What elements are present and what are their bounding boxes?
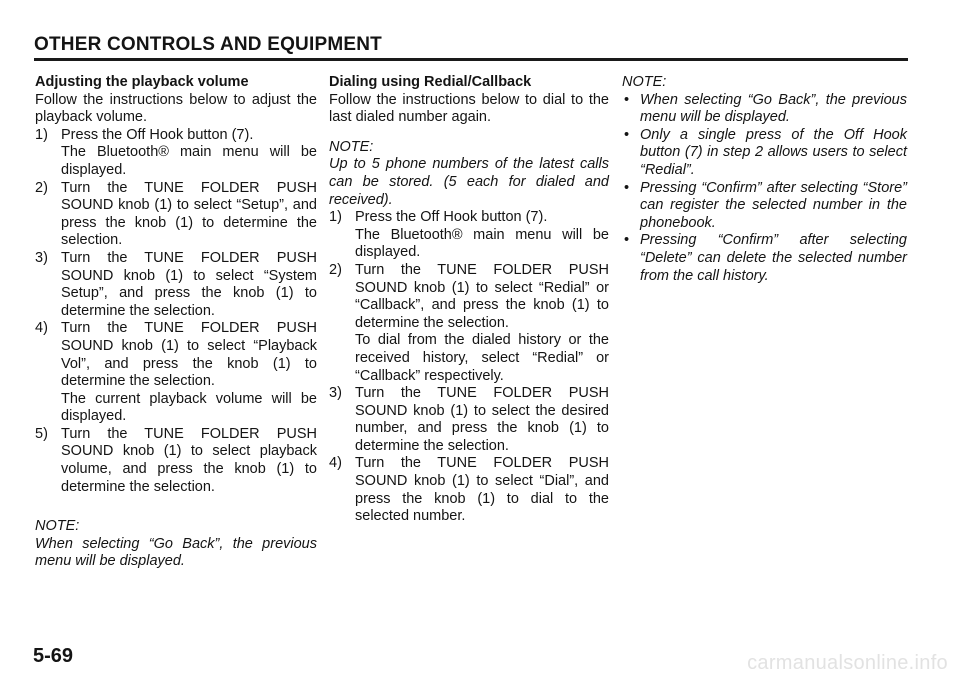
- intro-text: Follow the instructions below to dial to the last dialed number again.: [329, 91, 609, 126]
- bullet-dot: •: [624, 232, 630, 249]
- step-item: [329, 385, 609, 455]
- note-bullet-text: Pressing “Confirm” after selecting “Store” can register the selected number in the phonebook.: [640, 179, 907, 231]
- step-item: [329, 455, 609, 525]
- step-item: [329, 209, 609, 262]
- bullet-dot: •: [624, 179, 630, 196]
- step-number: 1): [329, 209, 342, 226]
- step-number: 4): [329, 455, 342, 472]
- bullet-dot: •: [624, 126, 630, 143]
- step-item: [35, 180, 317, 250]
- step-text: Press the Off Hook button (7).: [355, 209, 548, 226]
- step-item: [35, 250, 317, 320]
- step-subtext: To dial from the dialed history or the received history, select “Redial” or “Callback” respectively.: [355, 332, 609, 384]
- note-bullet-item: [622, 92, 907, 127]
- step-number: 4): [35, 320, 48, 337]
- note-label: NOTE:: [35, 518, 80, 535]
- heading-playback-volume: Adjusting the playback volume: [35, 74, 249, 90]
- step-text: Press the Off Hook button (7).: [61, 126, 254, 143]
- intro-text: Follow the instructions below to adjust the playback volume.: [35, 91, 317, 126]
- note-label: NOTE:: [622, 74, 667, 90]
- note-bullet-item: [622, 232, 907, 285]
- step-subtext: The Bluetooth® main menu will be displayed.: [61, 144, 317, 178]
- step-text: Turn the TUNE FOLDER PUSH SOUND knob (1) to select “Dial”, and press the knob (1) to dial to the selected number.: [355, 455, 609, 525]
- step-item: [35, 426, 317, 496]
- column-redial-callback: [329, 74, 609, 526]
- note-bullets: [622, 92, 907, 286]
- watermark-text: carmanualsonline.info: [747, 652, 948, 674]
- note-label: NOTE:: [329, 138, 374, 155]
- note-bullet-text: When selecting “Go Back”, the previous menu will be displayed.: [640, 91, 907, 126]
- step-text: Turn the TUNE FOLDER PUSH SOUND knob (1) to select “Setup”, and press the knob (1) to determine the selection.: [61, 179, 317, 249]
- step-subtext: The Bluetooth® main menu will be displayed.: [355, 226, 609, 261]
- step-text: Turn the TUNE FOLDER PUSH SOUND knob (1) to select playback volume, and press the knob (1) to determine the selection.: [61, 425, 317, 495]
- heading-redial-callback: Dialing using Redial/Callback: [329, 74, 532, 90]
- step-item: [35, 127, 317, 180]
- step-number: 5): [35, 425, 48, 442]
- note-bullet-item: [622, 180, 907, 233]
- steps-list: [329, 209, 609, 526]
- step-item: [35, 320, 317, 426]
- steps-list: [35, 127, 317, 496]
- step-number: 2): [35, 179, 48, 196]
- note-bullet-item: [622, 127, 907, 180]
- step-text: Turn the TUNE FOLDER PUSH SOUND knob (1) to select “Playback Vol”, and press the knob (1) to determine the selection.: [61, 320, 317, 390]
- column-notes: [622, 74, 907, 285]
- page-number: 5-69: [33, 645, 74, 667]
- column-playback-volume: [35, 74, 317, 571]
- note-bullet-text: Pressing “Confirm” after selecting “Delete” can delete the selected number from the call history.: [640, 232, 907, 284]
- step-subtext: The current playback volume will be displayed.: [61, 390, 317, 425]
- section-title: OTHER CONTROLS AND EQUIPMENT: [34, 34, 382, 55]
- step-number: 2): [329, 261, 342, 278]
- step-text: Turn the TUNE FOLDER PUSH SOUND knob (1) to select the desired number, and press the knob (1) to determine the selection.: [355, 385, 609, 454]
- note-bullet-text: Only a single press of the Off Hook button (7) in step 2 allows users to select “Redial”.: [640, 126, 907, 178]
- note-text: When selecting “Go Back”, the previous menu will be displayed.: [35, 535, 317, 570]
- step-text: Turn the TUNE FOLDER PUSH SOUND knob (1) to select “Redial” or “Callback”, and press the knob (1) to determine the selection.: [355, 261, 609, 331]
- bullet-dot: •: [624, 91, 630, 108]
- step-number: 1): [35, 126, 48, 143]
- step-item: [329, 262, 609, 385]
- step-text: Turn the TUNE FOLDER PUSH SOUND knob (1) to select “System Setup”, and press the knob (1) to determine the selection.: [61, 249, 317, 319]
- step-number: 3): [35, 249, 48, 266]
- step-number: 3): [329, 385, 342, 402]
- note-text: Up to 5 phone numbers of the latest calls can be stored. (5 each for dialed and received).: [329, 156, 609, 208]
- title-rule: [34, 58, 908, 61]
